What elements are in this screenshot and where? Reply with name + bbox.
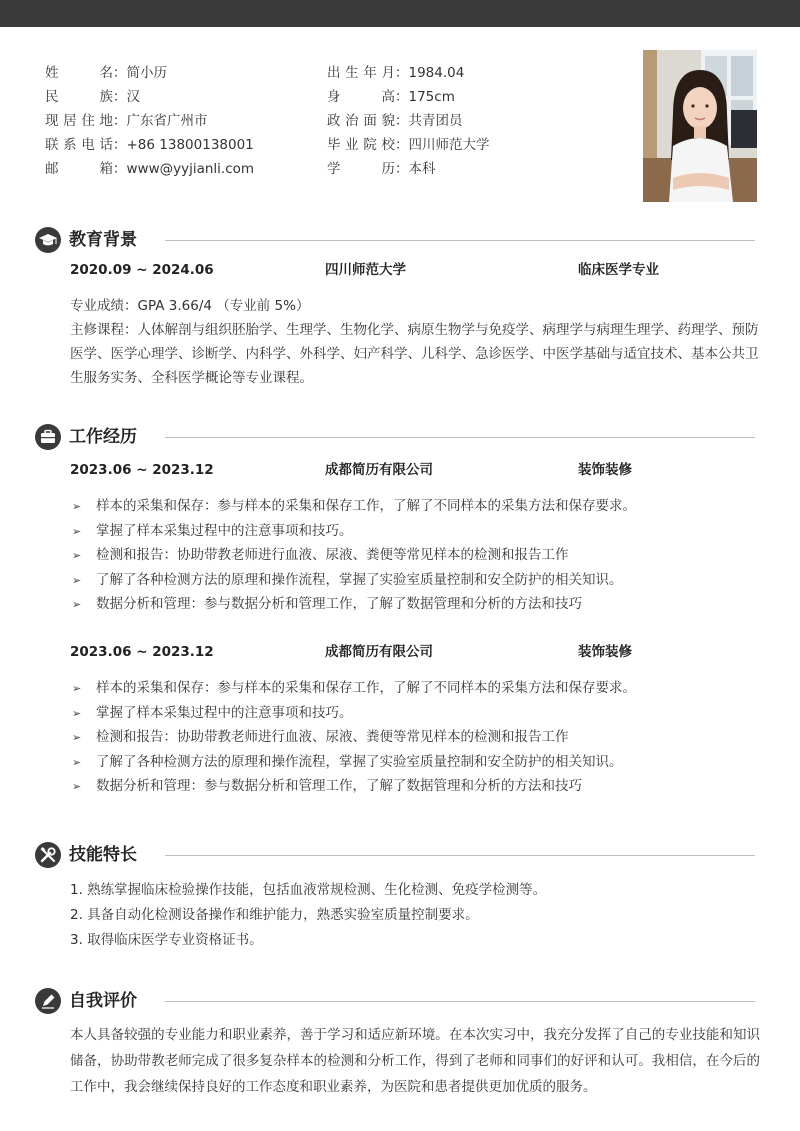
section-heading: 教育背景 [69,230,137,250]
education-courses: 主修课程：人体解剖与组织胚胎学、生理学、生物化学、病原生物学与免疫学、病理学与病理生理学、药理学、预防医学、医学心理学、诊断学、内科学、外科学、妇产科学、儿科学、急诊医学、中医学基础与适宜技术、基本公共卫生服务实务、全科医学概论等专业课程。 [70,322,759,386]
bullet-text: 检测和报告：协助带教老师进行血液、尿液、粪便等常见样本的检测和报告工作 [96,547,569,563]
info-row [45,157,254,181]
list-item [72,750,762,775]
bullet-text: 检测和报告：协助带教老师进行血液、尿液、粪便等常见样本的检测和报告工作 [96,729,569,745]
work-position: 装饰装修 [578,462,632,478]
info-colon: ： [395,65,409,81]
info-label: 出生年月 [327,65,395,81]
info-row [327,85,490,109]
education-details [70,294,760,390]
info-colon: ： [395,161,409,177]
personal-info-right [327,61,490,181]
list-item [72,725,762,750]
work-period: 2023.06 ~ 2023.12 [70,644,214,660]
info-label: 学历 [327,161,395,177]
info-label: 民族 [45,89,113,105]
list-item: 2. 具备自动化检测设备操作和维护能力，熟悉实验室质量控制要求。 [70,907,479,923]
info-colon: ： [113,113,127,129]
pen-icon [35,988,61,1014]
section-divider [165,855,755,856]
list-item [72,592,762,617]
info-colon: ： [113,137,127,153]
work-entry-header [70,641,760,663]
list-item [72,676,762,701]
bullet-text: 数据分析和管理：参与数据分析和管理工作，了解了数据管理和分析的方法和技巧 [96,778,582,794]
info-colon: ： [113,89,127,105]
info-colon: ： [113,65,127,81]
top-bar [0,0,800,27]
section-heading: 技能特长 [69,845,137,865]
info-row [45,133,254,157]
info-value: 四川师范大学 [408,137,490,153]
education-entry-header [70,259,760,281]
info-row [327,109,490,133]
arrow-bullet-icon: ➢ [72,549,82,562]
personal-info-left [45,61,254,181]
bullet-text: 了解了各种检测方法的原理和操作流程，掌握了实验室质量控制和安全防护的相关知识。 [96,753,623,770]
info-row [45,61,254,85]
info-colon: ： [395,113,409,129]
arrow-bullet-icon: ➢ [72,755,82,769]
education-gpa: 专业成绩：GPA 3.66/4 （专业前 5%） [70,298,310,314]
info-value: 广东省广州市 [126,113,208,129]
bullet-text: 数据分析和管理：参与数据分析和管理工作，了解了数据管理和分析的方法和技巧 [96,596,582,612]
skills-section-title [35,842,755,868]
graduation-cap-icon [35,227,61,253]
arrow-bullet-icon: ➢ [72,598,82,611]
bullet-text: 样本的采集和保存：参与样本的采集和保存工作，了解了不同样本的采集方法和保存要求。 [96,498,636,514]
info-colon: ： [395,89,409,105]
info-value: 汉 [126,89,140,105]
info-value: 175cm [408,89,455,105]
bullet-text: 样本的采集和保存：参与样本的采集和保存工作，了解了不同样本的采集方法和保存要求。 [96,680,636,696]
list-item: 1. 熟练掌握临床检验操作技能，包括血液常规检测、生化检测、免疫学检测等。 [70,882,547,898]
info-label: 联系电话 [45,137,113,153]
info-label: 政治面貌 [327,113,395,129]
education-section-title [35,227,755,253]
arrow-bullet-icon: ➢ [72,706,82,720]
arrow-bullet-icon: ➢ [72,682,82,695]
skills-list [70,878,760,953]
info-label: 邮箱 [45,161,113,177]
info-value: 1984.04 [408,65,465,81]
section-heading: 自我评价 [69,991,137,1011]
bullet-text: 掌握了样本采集过程中的注意事项和技巧。 [96,704,353,721]
info-colon: ： [395,137,409,153]
education-school: 四川师范大学 [325,262,406,278]
list-item [72,774,762,799]
work-company: 成都简历有限公司 [325,462,433,478]
list-item [72,543,762,568]
list-item: 3. 取得临床医学专业资格证书。 [70,932,263,948]
bullet-text: 掌握了样本采集过程中的注意事项和技巧。 [96,522,353,539]
profile-photo [643,50,757,202]
section-divider [165,240,755,241]
info-value: 简小历 [126,65,167,81]
arrow-bullet-icon: ➢ [72,573,82,587]
info-value: 共青团员 [408,113,463,129]
info-row [45,109,254,133]
work-bullets [72,494,762,617]
arrow-bullet-icon: ➢ [72,731,82,744]
list-item [72,519,762,544]
phone-value: +86 13800138001 [126,137,254,153]
arrow-bullet-icon: ➢ [72,780,82,793]
list-item [72,494,762,519]
work-period: 2023.06 ~ 2023.12 [70,462,214,478]
arrow-bullet-icon: ➢ [72,524,82,538]
briefcase-icon [35,424,61,450]
info-label: 身高 [327,89,395,105]
education-period: 2020.09 ~ 2024.06 [70,262,214,278]
work-bullets [72,676,762,799]
info-label: 毕业院校 [327,137,395,153]
info-value: 本科 [408,161,436,177]
bullet-text: 了解了各种检测方法的原理和操作流程，掌握了实验室质量控制和安全防护的相关知识。 [96,571,623,588]
section-divider [165,437,755,438]
info-label: 现居住地 [45,113,113,129]
info-row [327,157,490,181]
info-row [327,61,490,85]
education-major: 临床医学专业 [578,262,659,278]
email-value: www@yyjianli.com [126,161,255,177]
tools-icon [35,842,61,868]
self-eval-section-title [35,988,755,1014]
arrow-bullet-icon: ➢ [72,500,82,513]
section-heading: 工作经历 [69,427,137,447]
list-item [72,568,762,593]
self-eval-text: 本人具备较强的专业能力和职业素养，善于学习和适应新环境。在本次实习中，我充分发挥了自己的专业技能和知识储备，协助带教老师完成了很多复杂样本的检测和分析工作，得到了老师和同事们的好评和认可。我相信，在今后的工作中，我会继续保持良好的工作态度和职业素养，为医院和患者提供更加优质的服务。 [70,1027,760,1095]
work-position: 装饰装修 [578,644,632,660]
info-row [327,133,490,157]
list-item [72,701,762,726]
work-company: 成都简历有限公司 [325,644,433,660]
work-entry-header [70,459,760,481]
section-divider [165,1001,755,1002]
info-row [45,85,254,109]
work-section-title [35,424,755,450]
info-label: 姓名 [45,65,113,81]
info-colon: ： [113,161,127,177]
